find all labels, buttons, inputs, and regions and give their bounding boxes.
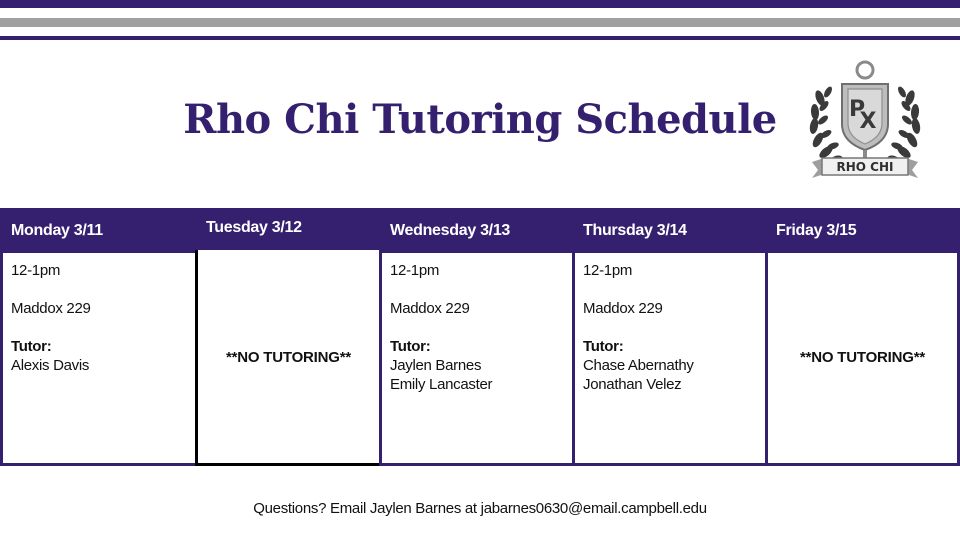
contact-footer: Questions? Email Jaylen Barnes at jabarnes0630@email.campbell.edu bbox=[253, 500, 707, 517]
day-column-wednesday bbox=[379, 208, 575, 466]
tutor-label: Tutor: bbox=[583, 338, 624, 355]
session-time: 12-1pm bbox=[583, 262, 633, 279]
session-time: 12-1pm bbox=[11, 262, 61, 279]
day-header: Tuesday 3/12 bbox=[195, 208, 382, 250]
day-details bbox=[3, 253, 195, 375]
day-column-thursday bbox=[572, 208, 768, 466]
logo-monogram-x: X bbox=[859, 109, 877, 134]
day-column-monday bbox=[0, 208, 198, 466]
day-details bbox=[575, 253, 765, 394]
tutor-label: Tutor: bbox=[390, 338, 431, 355]
tutor-name: Emily Lancaster bbox=[390, 376, 493, 393]
top-stripe-purple bbox=[0, 0, 960, 8]
no-tutoring-notice: **NO TUTORING** bbox=[799, 349, 926, 366]
tutor-name: Chase Abernathy bbox=[583, 357, 694, 374]
logo-banner-text: RHO CHI bbox=[836, 160, 894, 174]
logo-monogram-r: P bbox=[848, 97, 866, 122]
page-title: Rho Chi Tutoring Schedule bbox=[183, 96, 777, 143]
session-room: Maddox 229 bbox=[390, 300, 470, 317]
rho-chi-logo-icon bbox=[806, 58, 924, 184]
session-time: 12-1pm bbox=[390, 262, 440, 279]
tutor-name: Jonathan Velez bbox=[583, 376, 682, 393]
day-details bbox=[382, 253, 572, 394]
day-column-tuesday bbox=[195, 208, 382, 466]
top-stripe-gray bbox=[0, 18, 960, 27]
tutor-label: Tutor: bbox=[11, 338, 52, 355]
session-room: Maddox 229 bbox=[11, 300, 91, 317]
day-header: Friday 3/15 bbox=[768, 211, 957, 253]
day-column-friday bbox=[765, 208, 960, 466]
no-tutoring-notice: **NO TUTORING** bbox=[225, 349, 352, 366]
schedule-table bbox=[0, 208, 960, 466]
day-header: Monday 3/11 bbox=[3, 211, 195, 253]
session-room: Maddox 229 bbox=[583, 300, 663, 317]
day-header: Thursday 3/14 bbox=[575, 211, 765, 253]
tutor-name: Jaylen Barnes bbox=[390, 357, 482, 374]
day-header: Wednesday 3/13 bbox=[382, 211, 572, 253]
top-stripe-purple-thin bbox=[0, 36, 960, 40]
tutor-name: Alexis Davis bbox=[11, 357, 90, 374]
